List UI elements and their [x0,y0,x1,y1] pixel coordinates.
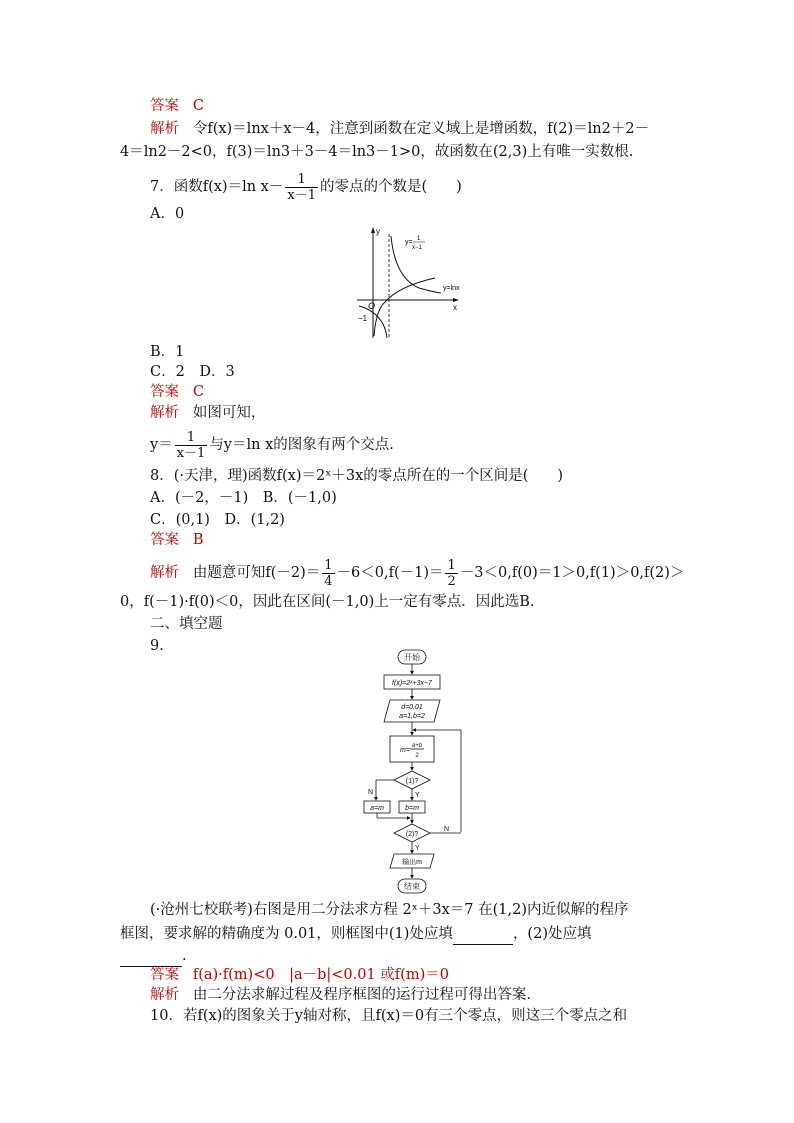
q9-number: 9. [150,638,164,654]
section-title: 二、填空题 [150,616,223,632]
flow-init-text2: a=1,b=2 [399,713,425,720]
q7-option-a: A．0 [150,206,185,222]
q8-stem: 8．(·天津，理)函数f(x)＝2ˣ＋3x的零点所在的一个区间是( ) [150,468,564,484]
answer-label: 答案 [150,967,179,983]
q7-option-cd: C．2 D．3 [150,364,235,380]
y-axis-arrow [371,227,375,233]
analysis2-b: 与y＝ln x的图象有两个交点. [209,437,394,453]
answer-label: 答案 [150,98,179,114]
y-axis-label: y [376,227,380,236]
curve1-num: 1 [417,236,421,242]
frac2-num: 1 [447,557,456,573]
q9-stem-line2 [120,924,591,945]
q9-answer [150,965,449,985]
ln-curve [374,278,435,336]
q8-answer [150,530,203,550]
flow-start-text: 开始 [404,653,420,662]
curve2-label: y=lnx [443,285,460,292]
analysis1-frac1 [322,558,334,589]
flow-cond2-text: (2)? [405,831,419,838]
frac2-den: 2 [447,573,456,589]
flow-y2: Y [415,845,420,852]
q9-stem-line3: . [120,946,187,967]
analysis-label: 解析 [150,565,179,581]
q7-graph [355,224,480,340]
frac1-den: 4 [324,573,333,589]
q9-stem-line1: (·沧州七校联考)右图是用二分法求方程 2ˣ＋3x＝7 在(1,2)内近似解的程序 [150,902,629,918]
answer-label: 答案 [150,384,179,400]
analysis2-num: 1 [175,430,208,446]
q8-option-cd: C．(0,1) D．(1,2) [150,512,285,528]
q7-answer [150,382,204,402]
flow-y1: Y [415,792,420,799]
analysis-text: 令f(x)＝lnx＋x－4，注意到函数在定义域上是增函数，f(2)＝ln2＋2－ [192,121,650,137]
analysis2-den: x－1 [176,445,206,461]
q8-analysis-line1 [150,556,684,590]
answer-value: C [192,384,204,400]
q7-analysis-line2 [150,428,394,462]
q7-stem [150,170,462,204]
q7-option-b: B．1 [150,344,185,360]
x-axis-arrow [453,298,459,302]
q7-fraction [285,172,318,203]
minus-one-label: −1 [358,314,368,323]
analysis1-c: －3＜0,f(0)＝1＞0,f(1)＞0,f(2)＞ [459,565,685,581]
answer-value: B [192,532,204,548]
flow-n1: N [368,789,374,796]
flow-end-text: 结束 [404,882,420,891]
q9-stem2b: ，(2)处应填 [512,926,592,942]
analysis-text: 如图可知， [192,405,266,421]
flow-output-text: 输出m [402,859,422,866]
analysis-text: 由二分法求解过程及程序框图的运行过程可得出答案. [192,987,531,1003]
q10-stem: 10．若f(x)的图象关于y轴对称，且f(x)＝0有三个零点，则这三个零点之和 [150,1008,628,1024]
analysis2-a: y＝ [150,437,173,453]
prev-analysis-line1 [150,119,649,139]
q8-analysis-line2: 0，f(－1)·f(0)＜0，因此在区间(－1,0)上一定有零点．因此选B. [120,594,535,610]
q7-frac-num: 1 [285,172,318,188]
flow-mid-a: m= [400,747,410,754]
origin-label: O [368,301,376,311]
prev-answer [150,96,204,116]
curve1-label: y= [405,239,413,246]
analysis1-frac2 [445,558,457,589]
q9-analysis [150,985,531,1005]
q9-blank-2 [120,946,182,967]
flow-mid-num: a+b [411,743,423,749]
flow-n2: N [444,826,450,833]
frac1-num: 1 [324,557,333,573]
flow-func-text: f(x)=2ˣ+3x−7 [392,680,432,687]
analysis1-a: 由题意可知f(－2)＝ [192,565,321,581]
q9-stem2: 框图，要求解的精确度为 0.01，则框图中(1)处应填 [120,926,453,942]
answer-value: f(a)·f(m)<0 |a－b|<0.01 或f(m)＝0 [192,967,449,983]
q9-flowchart [360,648,470,898]
flow-init-text1: d=0.01 [401,704,423,711]
q7-stem-a: 7．函数f(x)＝ln x－ [150,179,284,195]
x-axis-label: x [453,303,457,312]
analysis2-fraction [175,430,208,461]
q8-option-ab: A．(－2，－1) B．(－1,0) [150,490,337,506]
flow-mid-den: 2 [415,753,419,759]
analysis1-b: －6＜0,f(－1)＝ [336,565,444,581]
prev-analysis-line2: 4＝ln2－2<0，f(3)＝ln3＋3－4＝ln3－1>0，故函数在(2,3)上有唯一实数根. [120,144,634,160]
curve1-den: x−1 [412,245,422,251]
analysis-label: 解析 [150,405,179,421]
q7-frac-den: x－1 [287,187,316,203]
answer-label: 答案 [150,532,179,548]
analysis-label: 解析 [150,121,179,137]
q7-analysis-line1 [150,403,265,423]
flow-assign-a: a=m [370,805,384,812]
answer-value: C [192,98,204,114]
flow-assign-b: b=m [405,805,419,812]
q7-stem-b: 的零点的个数是( ) [319,179,462,195]
q9-blank-1 [453,924,513,945]
analysis-label: 解析 [150,987,179,1003]
flow-cond1-text: (1)? [405,778,419,785]
